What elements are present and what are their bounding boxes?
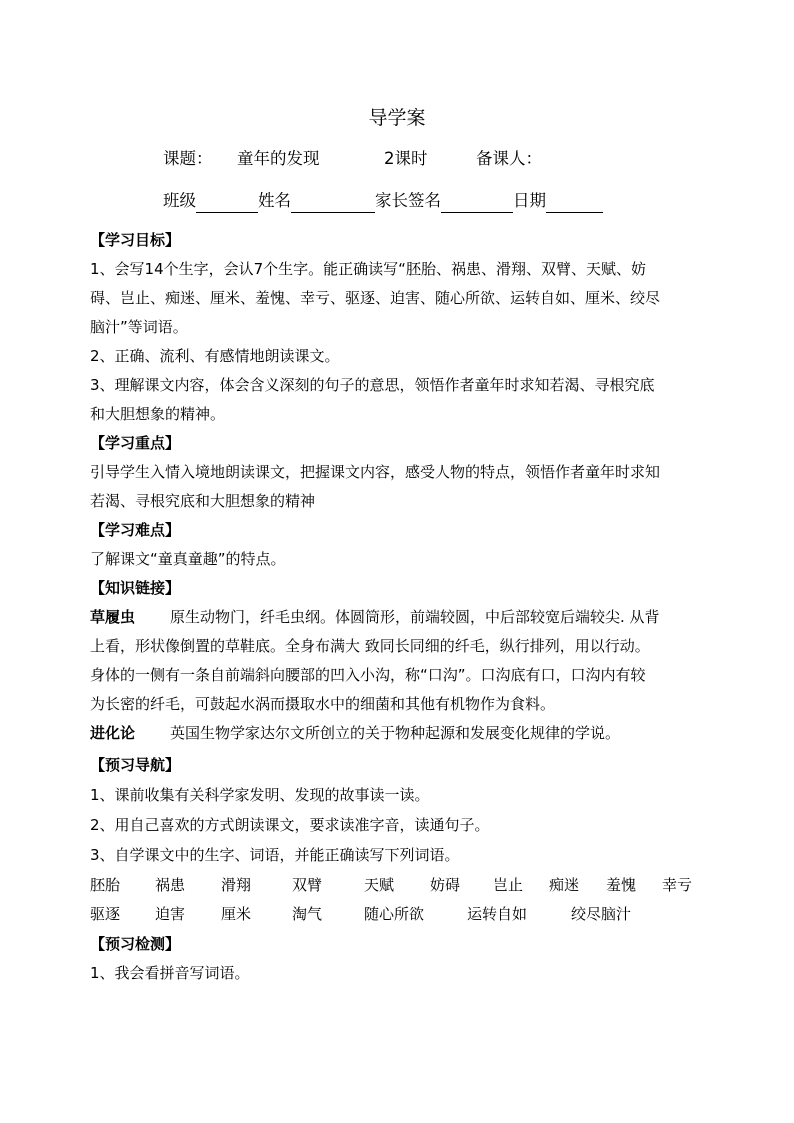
term-evolution-text: 英国生物学家达尔文所创立的关于物种起源和发展变化规律的学说。 [170,724,621,742]
vocab-word: 驱逐 [90,905,121,923]
knowledge-line: 为长密的纤毛，可鼓起水涡而摄取水中的细菌和其他有机物作为食料。 [90,695,556,713]
preview-line: 2、用自己喜欢的方式朗读课文，要求读准字音，读通句子。 [90,816,490,834]
check-heading: 【预习检测】 [90,935,181,953]
vocab-word: 厘米 [221,905,252,923]
vocab-word: 岂止 [493,876,524,894]
topic-line [163,147,542,171]
name-blank[interactable] [291,194,375,213]
knowledge-line: 上看，形状像倒置的草鞋底。全身布满大 致同长同细的纤毛，纵行排列，用以行动。 [90,637,650,655]
topic-label: 课题： [163,149,213,168]
vocab-word: 随心所欲 [364,905,425,923]
term-evolution: 进化论 [90,724,136,742]
goals-line: 碍、岂止、痴迷、厘米、羞愧、幸亏、驱逐、迫害、随心所欲、运转自如、厘米、绞尽 [90,289,661,307]
vocab-word: 羞愧 [606,876,637,894]
term-paramecium: 草履虫 [90,608,136,626]
class-label: 班级 [163,191,196,210]
class-blank[interactable] [196,194,258,213]
focus-heading: 【学习重点】 [90,434,181,452]
check-line: 1、我会看拼音写词语。 [90,964,250,982]
date-label: 日期 [513,191,546,210]
vocab-word: 滑翔 [221,876,252,894]
date-blank[interactable] [546,194,603,213]
vocab-word: 双臂 [292,876,323,894]
student-info-line [163,189,603,213]
goals-heading: 【学习目标】 [90,231,181,249]
vocab-word: 祸患 [155,876,186,894]
knowledge-term-line [90,723,620,743]
preview-heading: 【预习导航】 [90,756,181,774]
parent-sign-label: 家长签名 [375,191,441,210]
term-paramecium-text: 原生动物门，纤毛虫纲。体圆筒形，前端较圆，中后部较宽后端较尖. 从背 [170,608,660,626]
knowledge-heading: 【知识链接】 [90,579,181,597]
topic-value: 童年的发现 [237,149,320,168]
goals-line: 2、正确、流利、有感情地朗读课文。 [90,347,340,365]
knowledge-term-line [90,607,660,627]
name-label: 姓名 [258,191,291,210]
vocab-word: 运转自如 [467,905,528,923]
vocab-word: 天赋 [364,876,395,894]
preview-line: 3、自学课文中的生字、词语，并能正确读写下列词语。 [90,846,460,864]
parent-sign-blank[interactable] [441,194,513,213]
goals-line: 1、会写14个生字，会认7个生字。能正确读写“胚胎、祸患、滑翔、双臂、天赋、妨 [90,260,646,278]
vocab-word: 淘气 [292,905,323,923]
focus-line: 引导学生入情入境地朗读课文，把握课文内容，感受人物的特点，领悟作者童年时求知 [90,463,661,481]
page-title: 导学案 [368,107,426,129]
goals-line: 和大胆想象的精神。 [90,405,226,423]
preview-line: 1、课前收集有关科学家发明、发现的故事读一读。 [90,786,430,804]
hours-value: 2课时 [384,149,428,168]
goals-line: 3、理解课文内容，体会含义深刻的句子的意思，领悟作者童年时求知若渴、寻根究底 [90,376,655,394]
vocab-word: 痴迷 [549,876,580,894]
difficulty-heading: 【学习难点】 [90,521,181,539]
focus-line: 若渴、寻根究底和大胆想象的精神 [90,492,316,510]
vocab-word: 迫害 [155,905,186,923]
vocab-word: 妨碍 [430,876,461,894]
preparer-label: 备课人： [476,149,542,168]
knowledge-line: 身体的一侧有一条自前端斜向腰部的凹入小沟，称“口沟”。口沟底有口，口沟内有较 [90,666,646,684]
difficulty-line: 了解课文“童真童趣”的特点。 [90,550,286,568]
vocab-word: 幸亏 [662,876,693,894]
goals-line: 脑汁”等词语。 [90,318,188,336]
vocab-word: 胚胎 [90,876,121,894]
vocab-word: 绞尽脑汁 [571,905,632,923]
